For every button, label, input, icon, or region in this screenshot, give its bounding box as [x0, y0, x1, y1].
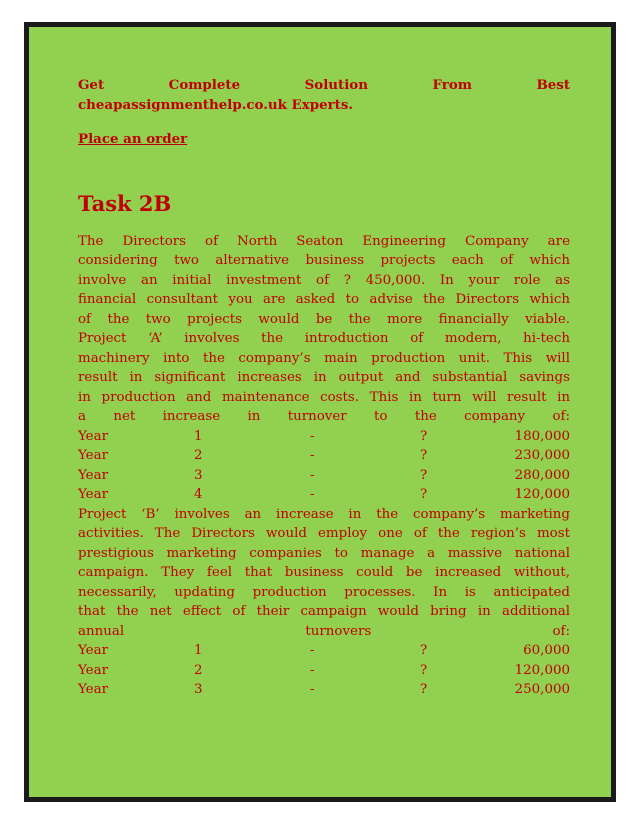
- dash: -: [310, 428, 315, 444]
- header-word: Get: [78, 77, 105, 93]
- header-word: Complete: [168, 77, 241, 93]
- paragraph-line: activities. The Directors would employ one of the region’s most: [78, 526, 570, 541]
- table-row: [78, 680, 570, 700]
- table-row: [78, 427, 570, 447]
- paragraph-line: prestigious marketing companies to manage a massive national: [78, 545, 570, 561]
- project-b-paragraph: [78, 505, 570, 642]
- currency-symbol: ?: [420, 662, 428, 678]
- amount-value: 280,000: [514, 467, 570, 483]
- dash: -: [310, 662, 315, 678]
- paragraph-line: Project ‘B’ involves an increase in the company’s marketing: [78, 506, 570, 522]
- year-number: 2: [194, 662, 203, 678]
- paragraph-line: The Directors of North Seaton Engineering Company are: [78, 233, 570, 249]
- place-order-link[interactable]: Place an order: [78, 131, 188, 147]
- dash: -: [310, 682, 315, 697]
- intro-paragraph: [78, 232, 570, 427]
- dash: -: [310, 467, 315, 483]
- paragraph-line: involve an initial investment of ? 450,000. In your role as: [78, 272, 570, 288]
- currency-symbol: ?: [420, 643, 428, 658]
- year-label: Year: [78, 662, 108, 678]
- table-row: [78, 446, 570, 466]
- year-label: Year: [78, 448, 108, 463]
- dash: -: [310, 487, 315, 502]
- paragraph-line: result in significant increases in output and substantial savings: [78, 370, 570, 385]
- paragraph-line: machinery into the company’s main production unit. This will: [78, 350, 570, 366]
- year-number: 4: [194, 487, 203, 502]
- header-line-2: cheapassignmenthelp.co.uk Experts.: [78, 96, 354, 113]
- page-frame: [24, 22, 616, 802]
- amount-value: 180,000: [514, 428, 570, 444]
- paragraph-line: financial consultant you are asked to advise the Directors which: [78, 292, 570, 307]
- task-title: Task 2B: [78, 190, 172, 216]
- year-label: Year: [78, 428, 108, 444]
- year-label: Year: [78, 467, 108, 483]
- table-row: [78, 485, 570, 505]
- amount-value: 120,000: [514, 662, 570, 678]
- year-label: Year: [78, 643, 108, 658]
- paragraph-line: a net increase in turnover to the company of:: [78, 409, 570, 424]
- paragraph-line: campaign. They feel that business could be increased without,: [78, 565, 570, 580]
- year-number: 2: [194, 448, 203, 463]
- amount-value: 60,000: [523, 643, 570, 658]
- paragraph-line: Project ‘A’ involves the introduction of modern, hi-tech: [78, 331, 570, 346]
- paragraph-line: that the net effect of their campaign would bring in additional: [78, 604, 570, 619]
- document-content: [78, 76, 570, 700]
- amount-value: 120,000: [514, 487, 570, 502]
- paragraph-line: necessarily, updating production processes. In is anticipated: [78, 584, 570, 600]
- year-label: Year: [78, 487, 108, 502]
- paragraph-line: considering two alternative business projects each of which: [78, 253, 570, 268]
- currency-symbol: ?: [420, 448, 428, 463]
- year-number: 3: [194, 467, 203, 483]
- table-row: [78, 466, 570, 486]
- header-word: Solution: [304, 77, 368, 93]
- header-word: From: [432, 77, 472, 93]
- year-number: 1: [194, 428, 203, 444]
- header-line-1: [78, 76, 570, 96]
- paragraph-line: annual turnovers of:: [78, 623, 570, 639]
- paragraph-line: of the two projects would be the more financially viable.: [78, 311, 570, 327]
- currency-symbol: ?: [420, 467, 428, 483]
- year-label: Year: [78, 682, 108, 697]
- year-number: 1: [194, 643, 203, 658]
- table-row: [78, 661, 570, 681]
- header-word: Best: [536, 77, 571, 93]
- project-a-table: [78, 427, 570, 505]
- project-b-table: [78, 641, 570, 700]
- dash: -: [310, 448, 315, 463]
- dash: -: [310, 643, 315, 658]
- year-number: 3: [194, 682, 203, 697]
- currency-symbol: ?: [420, 428, 428, 444]
- amount-value: 230,000: [514, 448, 570, 463]
- table-row: [78, 641, 570, 661]
- currency-symbol: ?: [420, 682, 428, 697]
- amount-value: 250,000: [514, 682, 570, 697]
- paragraph-line: in production and maintenance costs. This in turn will result in: [78, 389, 570, 405]
- currency-symbol: ?: [420, 487, 428, 502]
